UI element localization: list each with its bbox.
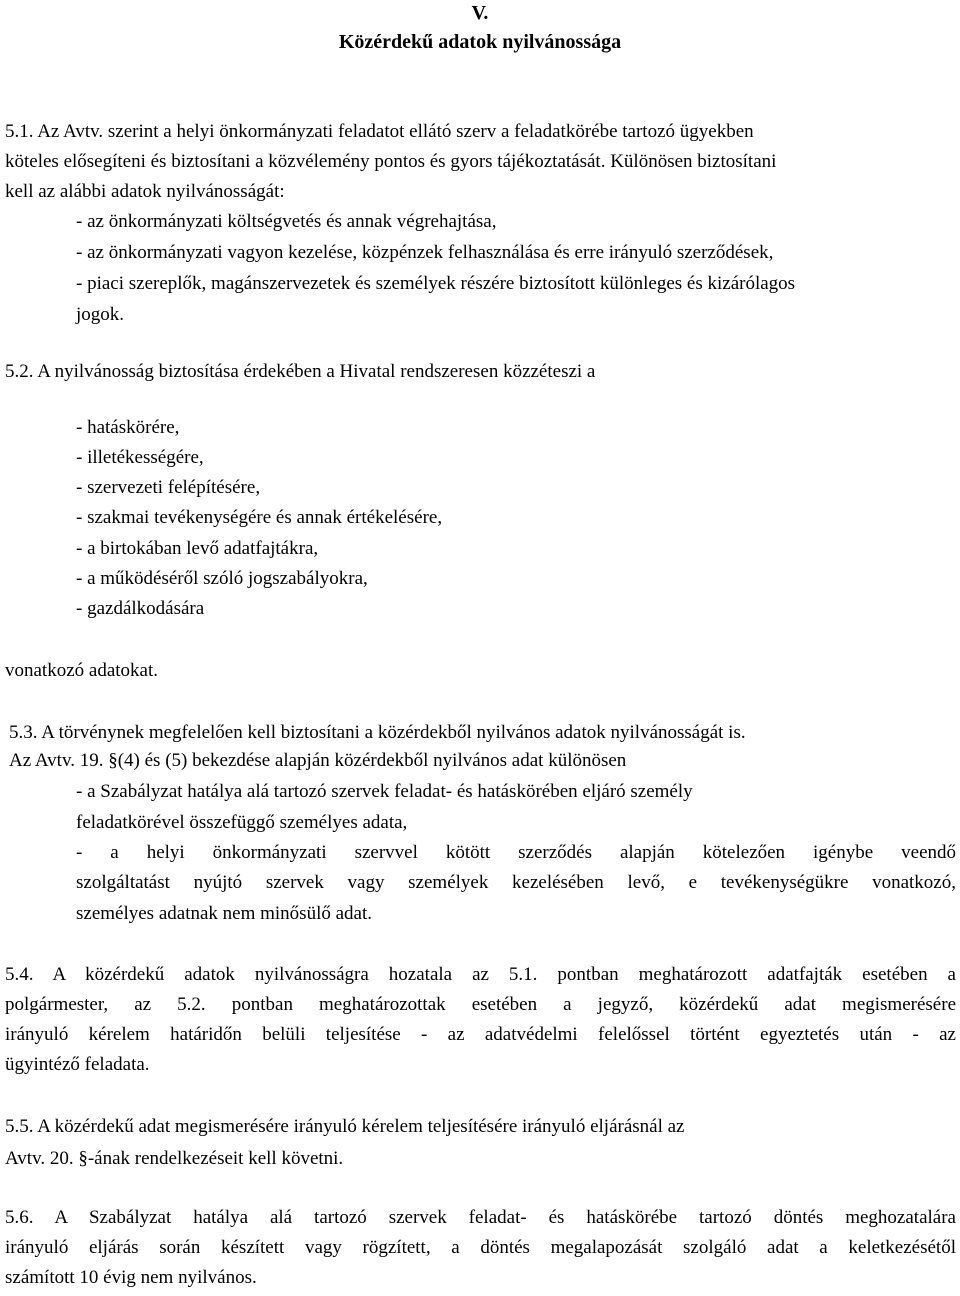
paragraph-line: irányuló kérelem határidőn belüli teljesítése - az adatvédelmi felelőssel történt egyeztetés után - az [5, 1024, 956, 1045]
list-item-continuation: szolgáltatást nyújtó szervek vagy személyek kezelésében levő, e tevékenységükre vonatkozó, [76, 872, 956, 893]
list-item: - gazdálkodására [76, 598, 205, 619]
paragraph-line: 5.4. A közérdekű adatok nyilvánosságra hozatala az 5.1. pontban meghatározott adatfajták esetében a [5, 964, 956, 985]
paragraph-line: ügyintéző feladata. [5, 1054, 150, 1075]
chapter-title: Közérdekű adatok nyilvánossága [338, 31, 622, 53]
list-item: - az önkormányzati költségvetés és annak végrehajtása, [76, 211, 497, 232]
list-item-continuation: jogok. [76, 304, 125, 325]
list-item: - a Szabályzat hatálya alá tartozó szervek feladat- és hatáskörében eljáró személy [76, 781, 693, 802]
list-item-continuation: feladatkörével összefüggő személyes adata, [76, 812, 408, 833]
list-item: - illetékességére, [76, 447, 204, 468]
list-item: - a helyi önkormányzati szervvel kötött szerződés alapján kötelezően igénybe veendő [76, 842, 956, 863]
list-item: - hatáskörére, [76, 417, 180, 438]
paragraph-line: számított 10 évig nem nyilvános. [5, 1267, 257, 1288]
list-item: - szervezeti felépítésére, [76, 477, 261, 498]
paragraph-line: Avtv. 20. §-ának rendelkezéseit kell követni. [5, 1148, 344, 1169]
paragraph-line: irányuló eljárás során készített vagy rögzített, a döntés megalapozását szolgáló adat a keletkezésétől [5, 1237, 956, 1258]
list-item-continuation: személyes adatnak nem minősülő adat. [76, 903, 372, 924]
paragraph-line: 5.3. A törvénynek megfelelően kell biztosítani a közérdekből nyilvános adatok nyilvánosságát is. [9, 722, 746, 743]
list-item: - a birtokában levő adatfajtákra, [76, 538, 319, 559]
paragraph-line: kell az alábbi adatok nyilvánosságát: [5, 181, 285, 202]
list-item: - piaci szereplők, magánszervezetek és személyek részére biztosított különleges és kizárólagos [76, 273, 796, 294]
paragraph-line: 5.5. A közérdekű adat megismerésére irányuló kérelem teljesítésére irányuló eljárásnál az [5, 1116, 685, 1137]
paragraph-line: 5.2. A nyilvánosság biztosítása érdekében a Hivatal rendszeresen közzéteszi a [5, 361, 596, 382]
paragraph-line: 5.6. A Szabályzat hatálya alá tartozó szervek feladat- és hatáskörébe tartozó döntés meghozatalára [5, 1207, 956, 1228]
list-item: - az önkormányzati vagyon kezelése, közpénzek felhasználása és erre irányuló szerződések, [76, 242, 774, 263]
list-item: - szakmai tevékenységére és annak értékelésére, [76, 507, 443, 528]
paragraph-line: vonatkozó adatokat. [5, 660, 159, 681]
paragraph-line: köteles elősegíteni és biztosítani a közvélemény pontos és gyors tájékoztatását. Különösen biztosítani [5, 151, 777, 172]
paragraph-line: polgármester, az 5.2. pontban meghatározottak esetében a jegyző, közérdekű adat megismerésére [5, 994, 956, 1015]
paragraph-line: Az Avtv. 19. §(4) és (5) bekezdése alapján közérdekből nyilvános adat különösen [9, 750, 627, 771]
chapter-number: V. [471, 2, 489, 24]
paragraph-line: 5.1. Az Avtv. szerint a helyi önkormányzati feladatot ellátó szerv a feladatkörébe tartozó ügyekben [5, 121, 754, 142]
list-item: - a működéséről szóló jogszabályokra, [76, 568, 368, 589]
